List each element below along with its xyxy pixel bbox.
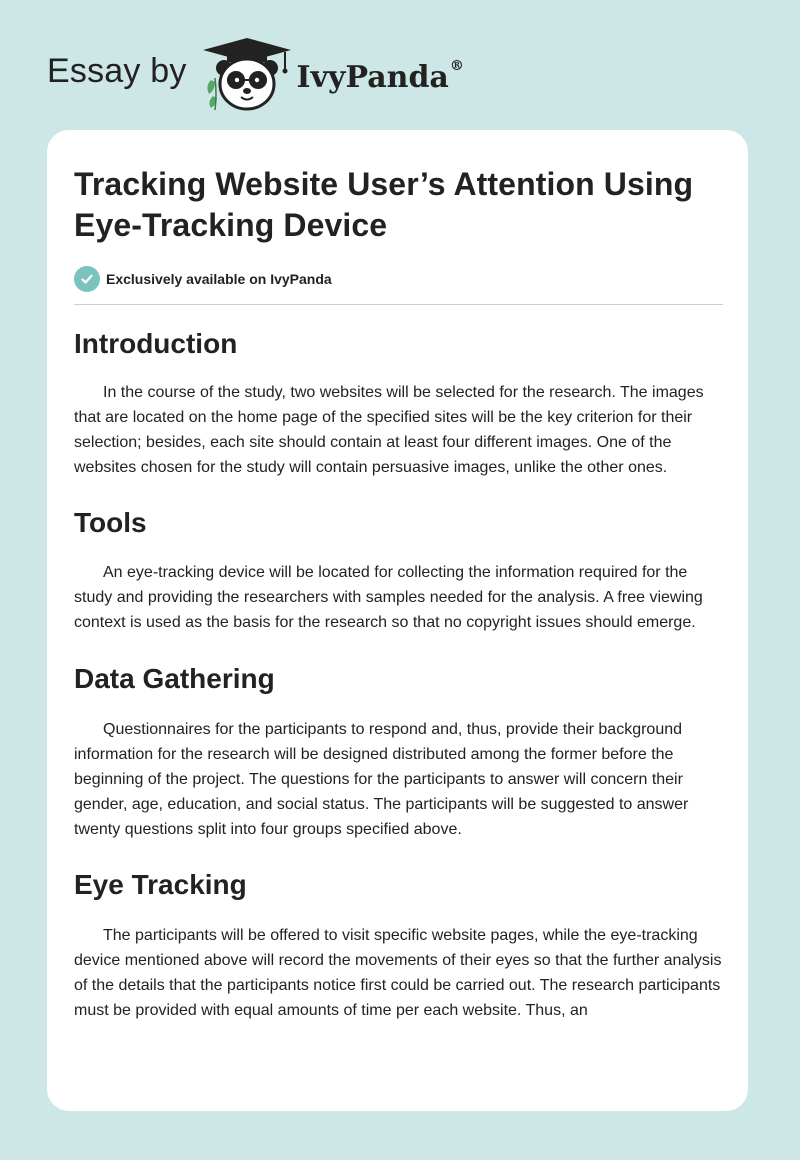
section-paragraph: An eye-tracking device will be located for collecting the information required for the study and providing the researchers with samples needed for the analysis. A free viewing context is used as the basis for the research so that no copyright issues should emerge.	[74, 564, 703, 631]
brand-prefix: Essay by	[47, 51, 187, 90]
brand-name	[296, 57, 464, 95]
section-heading: Tools	[74, 507, 147, 538]
section-data-gathering	[74, 662, 723, 842]
brand-header[interactable]	[47, 36, 464, 112]
section-introduction	[74, 327, 723, 480]
divider	[74, 304, 723, 305]
page-title: Tracking Website User’s Attention Using Eye-Tracking Device	[74, 166, 694, 243]
section-eye-tracking	[74, 868, 723, 1023]
panda-graduate-logo-icon	[201, 36, 293, 112]
article-content	[74, 164, 723, 1023]
registered-mark: ®	[449, 57, 464, 74]
section-paragraph: Questionnaires for the participants to respond and, thus, provide their background information for the research will be designed distributed among the former before the beginning of the project. The questions for the participants to answer will concern their gender, age, education, and social status. The participants will be suggested to answer twenty questions split into four groups specified above.	[74, 721, 689, 838]
section-paragraph: In the course of the study, two websites will be selected for the research. The images that are located on the home page of the specified sites will be the key criterion for their selection; besides, each site should contain at least four different images. One of the websites chosen for the study will contain persuasive images, unlike the other ones.	[74, 384, 704, 476]
exclusive-badge	[74, 266, 723, 292]
section-heading: Eye Tracking	[74, 869, 247, 900]
article-card	[47, 130, 748, 1111]
section-heading: Introduction	[74, 328, 238, 359]
section-paragraph: The participants will be offered to visit specific website pages, while the eye-tracking device mentioned above will record the movements of their eyes so that the further analysis of the details that the participants notice first could be carried out. The research participants must be provided with equal amounts of time per each website. Thus, an	[74, 927, 722, 1019]
checkmark-icon	[74, 266, 100, 292]
brand-name-text: IvyPanda	[296, 59, 449, 95]
section-tools	[74, 506, 723, 635]
section-heading: Data Gathering	[74, 663, 275, 694]
badge-text: Exclusively available on IvyPanda	[106, 271, 332, 287]
